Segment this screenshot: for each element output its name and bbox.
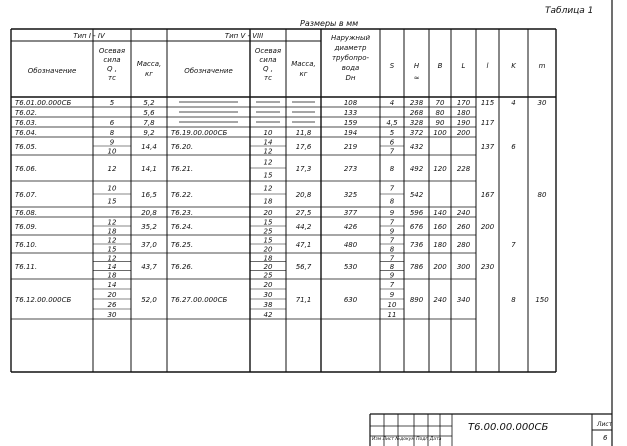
force-cell: 10 bbox=[263, 129, 273, 137]
force-cell: 20 bbox=[107, 291, 117, 299]
header-b: B bbox=[437, 62, 443, 70]
diameter-cell: 219 bbox=[343, 143, 358, 151]
designation-cell: Т6.03. bbox=[15, 119, 38, 127]
s-cell: 7 bbox=[389, 147, 395, 156]
b-cell: 180 bbox=[433, 241, 447, 249]
h-cell: 238 bbox=[409, 99, 424, 107]
mass-cell: 17,6 bbox=[295, 143, 312, 151]
header-axial-force: Осевая bbox=[98, 47, 126, 55]
designation-cell: Т6.19.00.000СБ bbox=[171, 129, 228, 137]
diameter-cell: 159 bbox=[343, 119, 358, 127]
mass-cell: 20,8 bbox=[295, 191, 312, 199]
m-cell: 150 bbox=[535, 296, 549, 304]
l-small-cell: 230 bbox=[480, 263, 495, 271]
header-mass: Масса, bbox=[136, 60, 162, 68]
diameter-cell: 133 bbox=[343, 109, 358, 117]
sheet-number: 6 bbox=[603, 434, 608, 442]
diameter-cell: 426 bbox=[343, 223, 358, 231]
header-axial-force: Осевая bbox=[254, 47, 282, 55]
l-cell: 240 bbox=[456, 209, 471, 217]
s-cell: 10 bbox=[387, 301, 397, 309]
force-cell: 12 bbox=[107, 218, 117, 227]
s-cell: 9 bbox=[389, 271, 395, 280]
designation-cell: Т6.20. bbox=[171, 143, 194, 151]
l-small-cell: 167 bbox=[480, 191, 495, 199]
s-cell: 7 bbox=[389, 218, 395, 227]
designation-cell: Т6.06. bbox=[15, 165, 38, 173]
l-cell: 200 bbox=[456, 129, 471, 137]
force-cell: 10 bbox=[107, 147, 117, 156]
l-cell: 190 bbox=[456, 119, 471, 127]
mass-cell: 56,7 bbox=[295, 263, 312, 271]
mass-cell: 7,8 bbox=[143, 119, 155, 127]
s-cell: 7 bbox=[389, 184, 395, 193]
mass-cell: 37,0 bbox=[141, 241, 157, 249]
mass-cell: 9,2 bbox=[143, 129, 155, 137]
designation-cell: Т6.22. bbox=[171, 191, 194, 199]
l-cell: 228 bbox=[456, 165, 471, 173]
force-cell: 12 bbox=[263, 147, 273, 156]
s-cell: 7 bbox=[389, 254, 395, 263]
force-cell: 18 bbox=[107, 271, 117, 280]
designation-cell: Т6.05. bbox=[15, 143, 38, 151]
s-cell: 7 bbox=[389, 236, 395, 245]
h-cell: 432 bbox=[409, 143, 424, 151]
h-cell: 596 bbox=[409, 209, 424, 217]
sizes-note: Размеры в мм bbox=[300, 19, 359, 28]
designation-cell: Т6.26. bbox=[171, 263, 194, 271]
s-cell: 8 bbox=[389, 197, 395, 206]
force-cell: 12 bbox=[263, 184, 273, 193]
force-cell: 10 bbox=[107, 184, 117, 193]
l-cell: 180 bbox=[456, 109, 471, 117]
force-cell: 14 bbox=[263, 138, 273, 147]
s-cell: 9 bbox=[389, 227, 395, 236]
force-cell: 30 bbox=[107, 311, 117, 319]
l-cell: 300 bbox=[456, 263, 471, 271]
force-cell: 26 bbox=[107, 301, 117, 309]
designation-cell: Т6.01.00.000СБ bbox=[15, 99, 72, 107]
force-cell: 20 bbox=[263, 263, 273, 271]
b-cell: 100 bbox=[433, 129, 447, 137]
l-small-cell: 137 bbox=[480, 143, 495, 151]
force-cell: 12 bbox=[107, 254, 117, 263]
group-header-left: Тип I - IV bbox=[73, 32, 105, 40]
stamp-labels: Изм Лист №докум Подп Дата bbox=[372, 437, 442, 442]
mass-cell: 27,5 bbox=[295, 209, 312, 217]
b-cell: 160 bbox=[433, 223, 447, 231]
b-cell: 90 bbox=[435, 119, 445, 127]
mass-cell: 16,5 bbox=[141, 191, 157, 199]
force-cell: 15 bbox=[107, 197, 117, 206]
header-h-approx: ≈ bbox=[413, 74, 420, 82]
k-cell: 8 bbox=[511, 296, 516, 304]
force-cell: 5 bbox=[109, 99, 115, 107]
s-cell: 9 bbox=[389, 291, 395, 299]
k-cell: 4 bbox=[511, 99, 516, 107]
m-cell: 30 bbox=[537, 99, 547, 107]
designation-cell: Т6.08. bbox=[15, 209, 38, 217]
h-cell: 890 bbox=[409, 296, 424, 304]
b-cell: 240 bbox=[433, 296, 447, 304]
force-cell: 25 bbox=[263, 227, 273, 236]
force-cell: 38 bbox=[263, 301, 273, 309]
header-mass: кг bbox=[299, 70, 308, 78]
force-cell: 18 bbox=[263, 254, 273, 263]
diameter-cell: 273 bbox=[343, 165, 358, 173]
b-cell: 200 bbox=[433, 263, 447, 271]
mass-cell: 44,2 bbox=[295, 223, 312, 231]
m-cell: 80 bbox=[537, 191, 547, 199]
header-axial-force: Q , bbox=[263, 65, 273, 73]
mass-cell: 14,4 bbox=[141, 143, 157, 151]
h-cell: 676 bbox=[409, 223, 424, 231]
header-m: m bbox=[538, 62, 546, 70]
header-h: H bbox=[413, 62, 420, 70]
header-axial-force: сила bbox=[103, 56, 121, 64]
table-caption: Таблица 1 bbox=[545, 6, 594, 16]
s-cell: 6 bbox=[389, 138, 395, 147]
designation-cell: Т6.12.00.000СБ bbox=[15, 296, 72, 304]
force-cell: 12 bbox=[107, 236, 117, 245]
sheet-label: Лист bbox=[597, 421, 613, 428]
diameter-cell: 108 bbox=[343, 99, 358, 107]
force-cell: 20 bbox=[263, 245, 273, 254]
b-cell: 120 bbox=[433, 165, 447, 173]
header-mass: Масса, bbox=[291, 60, 316, 68]
s-cell: 11 bbox=[387, 311, 397, 319]
b-cell: 140 bbox=[433, 209, 447, 217]
force-cell: 12 bbox=[263, 158, 273, 167]
force-cell: 6 bbox=[109, 119, 115, 127]
l-small-cell: 117 bbox=[480, 119, 495, 127]
force-cell: 14 bbox=[107, 263, 117, 271]
force-cell: 15 bbox=[107, 245, 117, 254]
diameter-cell: 480 bbox=[343, 241, 358, 249]
k-cell: 7 bbox=[511, 241, 516, 249]
force-cell: 9 bbox=[109, 138, 115, 147]
s-cell: 8 bbox=[389, 263, 395, 271]
header-axial-force: тс bbox=[108, 74, 116, 82]
header-axial-force: сила bbox=[259, 56, 277, 64]
h-cell: 492 bbox=[409, 165, 424, 173]
force-cell: 15 bbox=[263, 171, 273, 180]
mass-cell: 17,3 bbox=[295, 165, 312, 173]
diameter-cell: 530 bbox=[343, 263, 358, 271]
header-outer-diameter: вода bbox=[341, 64, 360, 72]
force-cell: 8 bbox=[109, 129, 115, 137]
mass-cell: 43,7 bbox=[141, 263, 157, 271]
force-cell: 15 bbox=[263, 218, 273, 227]
s-cell: 8 bbox=[389, 245, 395, 254]
force-cell: 20 bbox=[263, 209, 273, 217]
force-cell: 18 bbox=[263, 197, 273, 206]
designation-cell: Т6.23. bbox=[171, 209, 194, 217]
force-cell: 14 bbox=[107, 281, 117, 289]
s-cell: 4 bbox=[389, 99, 395, 107]
mass-cell: 5,2 bbox=[143, 99, 155, 107]
mass-cell: 20,8 bbox=[141, 209, 157, 217]
designation-cell: Т6.11. bbox=[15, 263, 38, 271]
designation-cell: Т6.25. bbox=[171, 241, 194, 249]
l-cell: 340 bbox=[456, 296, 471, 304]
header-s: S bbox=[389, 62, 395, 70]
designation-cell: Т6.07. bbox=[15, 191, 38, 199]
designation-cell: Т6.09. bbox=[15, 223, 38, 231]
document-code: Т6.00.00.000СБ bbox=[468, 422, 549, 433]
l-cell: 170 bbox=[456, 99, 471, 107]
designation-cell: Т6.04. bbox=[15, 129, 38, 137]
mass-cell: 52,0 bbox=[141, 296, 157, 304]
header-designation: Обозначение bbox=[184, 67, 233, 75]
header-outer-diameter: диаметр bbox=[334, 44, 367, 52]
mass-cell: 5,6 bbox=[143, 109, 155, 117]
designation-cell: Т6.27.00.000СБ bbox=[171, 296, 228, 304]
mass-cell: 11,8 bbox=[295, 129, 312, 137]
header-k: K bbox=[511, 62, 516, 70]
mass-cell: 47,1 bbox=[295, 241, 312, 249]
l-cell: 280 bbox=[456, 241, 471, 249]
l-small-cell: 200 bbox=[480, 223, 495, 231]
header-outer-diameter: Dн bbox=[345, 74, 356, 82]
header-l-lower: l bbox=[486, 62, 489, 70]
s-cell: 7 bbox=[389, 281, 395, 289]
h-cell: 786 bbox=[409, 263, 424, 271]
designation-cell: Т6.24. bbox=[171, 223, 194, 231]
b-cell: 80 bbox=[435, 109, 445, 117]
h-cell: 542 bbox=[409, 191, 424, 199]
force-cell: 12 bbox=[107, 165, 117, 173]
h-cell: 736 bbox=[409, 241, 424, 249]
header-mass: кг bbox=[145, 70, 153, 78]
s-cell: 9 bbox=[389, 209, 395, 217]
header-l-upper: L bbox=[461, 62, 466, 70]
force-cell: 25 bbox=[263, 271, 273, 280]
s-cell: 8 bbox=[389, 165, 395, 173]
k-cell: 6 bbox=[511, 143, 516, 151]
diameter-cell: 377 bbox=[343, 209, 358, 217]
mass-cell: 14,1 bbox=[141, 165, 157, 173]
force-cell: 42 bbox=[263, 311, 273, 319]
h-cell: 372 bbox=[409, 129, 424, 137]
header-designation: Обозначение bbox=[27, 67, 77, 75]
l-cell: 260 bbox=[456, 223, 471, 231]
designation-cell: Т6.21. bbox=[171, 165, 194, 173]
l-small-cell: 115 bbox=[480, 99, 495, 107]
s-cell: 4,5 bbox=[386, 119, 398, 127]
h-cell: 328 bbox=[409, 119, 424, 127]
header-outer-diameter: трубопро- bbox=[331, 54, 370, 62]
force-cell: 20 bbox=[263, 281, 273, 289]
force-cell: 30 bbox=[263, 291, 273, 299]
s-cell: 5 bbox=[389, 129, 395, 137]
designation-cell: Т6.02. bbox=[15, 109, 38, 117]
header-outer-diameter: Наружный bbox=[330, 34, 371, 42]
mass-cell: 71,1 bbox=[295, 296, 312, 304]
diameter-cell: 630 bbox=[343, 296, 358, 304]
h-cell: 268 bbox=[409, 109, 424, 117]
force-cell: 15 bbox=[263, 236, 273, 245]
diameter-cell: 325 bbox=[343, 191, 358, 199]
mass-cell: 35,2 bbox=[141, 223, 157, 231]
designation-cell: Т6.10. bbox=[15, 241, 38, 249]
force-cell: 18 bbox=[107, 227, 117, 236]
diameter-cell: 194 bbox=[343, 129, 358, 137]
b-cell: 70 bbox=[435, 99, 445, 107]
group-header-right: Тип V - VIII bbox=[224, 32, 264, 40]
header-axial-force: Q , bbox=[107, 65, 117, 73]
header-axial-force: тс bbox=[264, 74, 272, 82]
